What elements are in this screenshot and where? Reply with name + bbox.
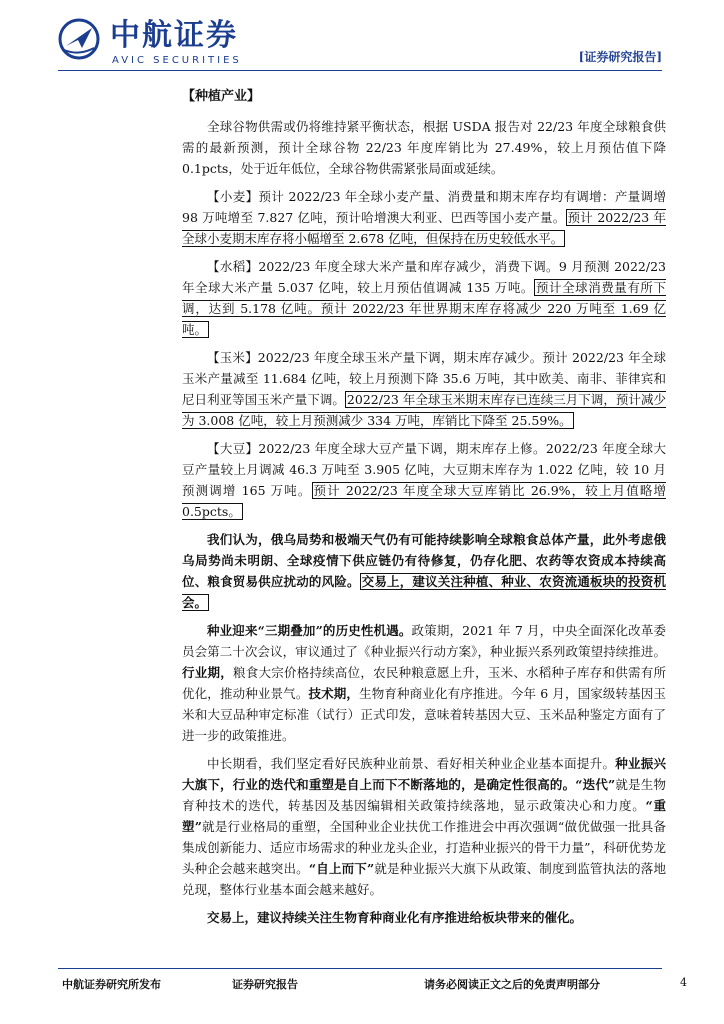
paragraph-grain-overview: 全球谷物供需或仍将维持紧平衡状态，根据 USDA 报告对 22/23 年度全球粮食供需的最新预测，预计全球谷物 22/23 年度库销比为 27.49%，较上月预估值下降 0.1pcts，处于近年低位，全球谷物供需紧张局面或延续。 xyxy=(182,119,666,176)
paragraph-wheat: 【小麦】预计 2022/23 年全球小麦产量、消费量和期末库存均有调增：产量调增 98 万吨增至 7.827 亿吨，预计哈增澳大利亚、巴西等国小麦产量。 预计 2022/23 年全球小麦期末库存将小幅增至 2.678 亿吨，但保持在历史较低水平。 xyxy=(182,189,666,246)
paragraph-soybean: 【大豆】2022/23 年度全球大豆产量下调，期末库存上修。2022/23 年度全球大豆产量较上月调减 46.3 万吨至 3.905 亿吨，大豆期末库存为 1.022 亿吨，较 10 月预测调增 165 万吨。 预计 2022/23 年度全球大豆库销比 26.9%，较上月值略增 0.5pcts。 xyxy=(182,441,666,519)
paragraph-seed-industry: 种业迎来“三期叠加”的历史性机遇。政策期，2021 年 7 月，中央全面深化改革委员会第二十次会议，审议通过了《种业振兴行动方案》，种业振兴系列政策望持续推进。行业期，粮食大宗价格持续高位，农民种粮意愿上升，玉米、水稻种子库存和供需有所优化，推动种业景气。技术期，生物育种商业化有序推进。今年 6 月，国家级转基因玉米和大豆品种审定标准（试行）正式印发，意味着转基因大豆、玉米品种鉴定方面有了进一步的政策推进。 xyxy=(182,623,666,743)
footer-publisher: 中航证券研究所发布 xyxy=(62,978,161,991)
page-header xyxy=(0,0,724,78)
soybean-highlight: 预计 2022/23 年度全球大豆库销比 26.9%，较上月值略增 0.5pcts。 xyxy=(182,483,666,519)
page-number: 4 xyxy=(680,976,687,989)
footer-report-type: 证券研究报告 xyxy=(232,978,298,991)
paragraph-long-term: 中长期看，我们坚定看好民族种业前景、看好相关种业企业基本面提升。种业振兴大旗下，行业的迭代和重塑是自上而下不断落地的，是确定性很高的。“迭代”就是生物育种技术的迭代，转基因及基因编辑相关政策持续落地，显示政策决心和力度。“重塑”就是行业格局的重塑，全国种业企业扶优工作推进会中再次强调“做优做强一批具备集成创新能力、适应市场需求的种业龙头企业，打造种业振兴的骨干力量”，科研优势龙头种企会越来越突出。“自上而下”就是种业振兴大旗下从政策、制度到监管执法的落地兑现，整体行业基本面会越来越好。 xyxy=(182,756,666,897)
paragraph-rice: 【水稻】2022/23 年度全球大米产量和库存减少，消费下调。9 月预测 2022/23 年全球大米产量 5.037 亿吨，较上月预估值调减 135 万吨。 预计全球消费量有所下调，达到 5.178 亿吨。预计 2022/23 年世界期末库存将减少 220 万吨至 1.69 亿吨。 xyxy=(182,259,666,337)
report-type-tag: [证券研究报告] xyxy=(578,50,662,64)
avic-logo-icon xyxy=(58,18,100,60)
footer-divider xyxy=(58,968,662,969)
wheat-highlight: 预计 2022/23 年全球小麦期末库存将小幅增至 2.678 亿吨，但保持在历史较低水平。 xyxy=(182,210,666,246)
paragraph-outlook: 我们认为，俄乌局势和极端天气仍有可能持续影响全球粮食总体产量，此外考虑俄乌局势尚未明朗、全球疫情下供应链仍有待修复，仍存化肥、农药等农资成本持续高位、粮食贸易供应扰动的风险。 交易上，建议关注种植、种业、农资流通板块的投资机会。 xyxy=(182,532,666,610)
footer-disclaimer: 请务必阅读正文之后的免责声明部分 xyxy=(424,978,600,991)
report-body xyxy=(182,86,666,935)
paragraph-corn: 【玉米】2022/23 年度全球玉米产量下调，期末库存减少。预计 2022/23 年全球玉米产量减至 11.684 亿吨，较上月预测下降 35.6 万吨，其中欧美、南非、菲律宾和尼日利亚等国玉米产量下调。 2022/23 年全球玉米期末库存已连续三月下调，预计减少为 3.008 亿吨，较上月预测减少 334 万吨，库销比下降至 25.59%。 xyxy=(182,350,666,428)
section-title: 【种植产业】 xyxy=(182,89,261,104)
brand-name-cn: 中航证券 xyxy=(110,18,238,53)
header-divider xyxy=(58,70,662,71)
outlook-highlight: 交易上，建议关注种植、种业、农资流通板块的投资机会。 xyxy=(182,574,666,610)
corn-highlight: 2022/23 年全球玉米期末库存已连续三月下调，预计减少为 3.008 亿吨，较上月预测减少 334 万吨，库销比下降至 25.59%。 xyxy=(182,392,666,428)
paragraph-trading-advice: 交易上，建议持续关注生物育种商业化有序推进给板块带来的催化。 xyxy=(207,910,583,925)
brand-name-en: AVIC SECURITIES xyxy=(112,55,242,66)
rice-highlight: 预计全球消费量有所下调，达到 5.178 亿吨。预计 2022/23 年世界期末库存将减少 220 万吨至 1.69 亿吨。 xyxy=(182,280,666,337)
